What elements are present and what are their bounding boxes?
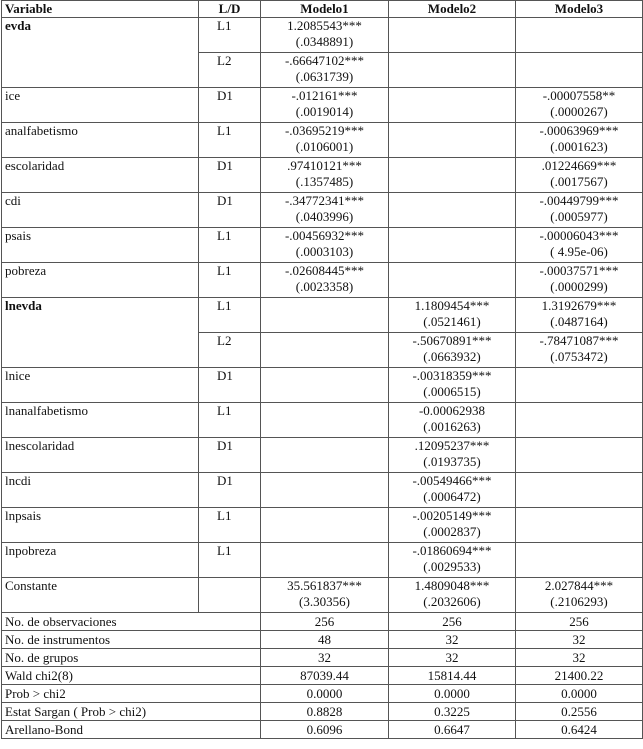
std-error: ( 4.95e-06) — [550, 244, 608, 259]
modelo3-cell — [516, 193, 643, 228]
coefficient: 1.2085543*** — [287, 18, 362, 33]
std-error: (.0403996) — [295, 209, 354, 224]
variable-name: evda — [2, 18, 199, 88]
stat-label: No. de grupos — [2, 649, 261, 667]
std-error: (.0753472) — [550, 349, 608, 364]
std-error: (.0003103) — [295, 244, 354, 259]
table-row — [2, 18, 643, 53]
coefficient: 1.3192679*** — [541, 298, 617, 313]
modelo2-cell — [389, 403, 516, 438]
lag-label: L1 — [199, 508, 261, 543]
modelo1-cell — [261, 53, 389, 88]
std-error: (.0663932) — [423, 349, 481, 364]
header-modelo2: Modelo2 — [389, 1, 516, 18]
lag-label: L1 — [199, 403, 261, 438]
stat-label: Prob > chi2 — [2, 685, 261, 703]
coefficient: -.34772341*** — [284, 193, 365, 208]
stat-label: Arellano-Bond — [2, 721, 261, 739]
table-row — [2, 193, 643, 228]
std-error: (.2106293) — [550, 594, 608, 609]
modelo1-stat: 0.6096 — [261, 721, 389, 739]
modelo2-cell — [389, 333, 516, 368]
lag-label: L1 — [199, 263, 261, 298]
modelo1-stat: 87039.44 — [261, 667, 389, 685]
std-error: (.0487164) — [550, 314, 608, 329]
coefficient: .97410121*** — [287, 158, 362, 173]
coefficient: -.02608445*** — [284, 263, 365, 278]
stats-row — [2, 703, 643, 721]
table-row — [2, 543, 643, 578]
modelo2-cell — [389, 158, 516, 193]
variable-name: psais — [2, 228, 199, 263]
modelo1-cell — [261, 543, 389, 578]
modelo1-cell — [261, 193, 389, 228]
coefficient: -.00318359*** — [412, 368, 492, 383]
header-variable: Variable — [2, 1, 199, 18]
modelo2-stat: 0.0000 — [389, 685, 516, 703]
modelo2-cell — [389, 123, 516, 158]
lag-label: D1 — [199, 473, 261, 508]
modelo1-cell — [261, 403, 389, 438]
variable-name: ice — [2, 88, 199, 123]
coefficient: -.00006043*** — [539, 228, 619, 243]
std-error: (.0005977) — [550, 209, 608, 224]
lag-label — [199, 578, 261, 613]
modelo1-cell — [261, 333, 389, 368]
modelo2-stat: 256 — [389, 613, 516, 631]
modelo1-stat: 32 — [261, 649, 389, 667]
variable-name: lnescolaridad — [2, 438, 199, 473]
variable-name: lnice — [2, 368, 199, 403]
modelo1-cell — [261, 158, 389, 193]
modelo1-cell — [261, 123, 389, 158]
coefficient: .12095237*** — [414, 438, 490, 453]
modelo2-cell — [389, 298, 516, 333]
stats-row — [2, 649, 643, 667]
modelo3-stat: 32 — [516, 631, 643, 649]
std-error: (.0017567) — [550, 174, 608, 189]
modelo1-cell — [261, 578, 389, 613]
modelo3-cell — [516, 403, 643, 438]
table-row — [2, 473, 643, 508]
modelo2-cell — [389, 53, 516, 88]
modelo3-cell — [516, 298, 643, 333]
stat-label: Estat Sargan ( Prob > chi2) — [2, 703, 261, 721]
coefficient: .01224669*** — [541, 158, 617, 173]
stat-label: Wald chi2(8) — [2, 667, 261, 685]
stats-row — [2, 721, 643, 739]
variable-name: escolaridad — [2, 158, 199, 193]
modelo3-stat: 32 — [516, 649, 643, 667]
modelo3-cell — [516, 438, 643, 473]
modelo1-cell — [261, 438, 389, 473]
modelo3-stat: 256 — [516, 613, 643, 631]
lag-label: L1 — [199, 18, 261, 53]
stats-row — [2, 631, 643, 649]
table-row — [2, 88, 643, 123]
coefficient: -.00007558** — [542, 88, 616, 103]
coefficient: 35.561837*** — [287, 578, 362, 593]
modelo2-stat: 32 — [389, 631, 516, 649]
table-row — [2, 158, 643, 193]
modelo1-cell — [261, 508, 389, 543]
modelo2-cell — [389, 438, 516, 473]
variable-name: lncdi — [2, 473, 199, 508]
modelo2-cell — [389, 18, 516, 53]
modelo1-cell — [261, 88, 389, 123]
modelo1-stat: 0.8828 — [261, 703, 389, 721]
coefficient: 1.1809454*** — [414, 298, 490, 313]
variable-name: Constante — [2, 578, 199, 613]
modelo2-cell — [389, 193, 516, 228]
lag-label: L1 — [199, 228, 261, 263]
modelo2-cell — [389, 263, 516, 298]
table-row — [2, 263, 643, 298]
modelo3-cell — [516, 18, 643, 53]
std-error: (.0001623) — [550, 139, 608, 154]
lag-label: D1 — [199, 158, 261, 193]
lag-label: D1 — [199, 193, 261, 228]
modelo3-cell — [516, 543, 643, 578]
coefficient: 1.4809048*** — [414, 578, 490, 593]
coefficient: 2.027844*** — [544, 578, 614, 593]
std-error: (.0006472) — [423, 489, 481, 504]
header-ld: L/D — [199, 1, 261, 18]
modelo3-stat: 0.6424 — [516, 721, 643, 739]
coefficient: -.00063969*** — [539, 123, 619, 138]
modelo2-stat: 0.3225 — [389, 703, 516, 721]
stats-row — [2, 685, 643, 703]
std-error: (.0019014) — [295, 104, 354, 119]
variable-name: cdi — [2, 193, 199, 228]
table-row — [2, 368, 643, 403]
coefficient: -.00205149*** — [412, 508, 492, 523]
modelo3-cell — [516, 228, 643, 263]
coefficient: -0.00062938 — [418, 403, 486, 418]
variable-name: lnpobreza — [2, 543, 199, 578]
lag-label: D1 — [199, 438, 261, 473]
variable-name: pobreza — [2, 263, 199, 298]
modelo3-cell — [516, 123, 643, 158]
std-error: (.0521461) — [423, 314, 481, 329]
modelo1-cell — [261, 263, 389, 298]
stats-row — [2, 667, 643, 685]
modelo1-stat: 48 — [261, 631, 389, 649]
std-error: (.0631739) — [295, 69, 354, 84]
std-error: (.1357485) — [295, 174, 354, 189]
variable-name: lnpsais — [2, 508, 199, 543]
modelo3-cell — [516, 88, 643, 123]
coefficient: -.01860694*** — [412, 543, 492, 558]
std-error: (.2032606) — [423, 594, 481, 609]
lag-label: D1 — [199, 368, 261, 403]
stats-row — [2, 613, 643, 631]
coefficient: -.50670891*** — [412, 333, 492, 348]
modelo2-cell — [389, 578, 516, 613]
modelo2-cell — [389, 508, 516, 543]
table-row — [2, 403, 643, 438]
modelo1-cell — [261, 228, 389, 263]
modelo2-cell — [389, 473, 516, 508]
coefficient: -.00037571*** — [539, 263, 619, 278]
modelo3-cell — [516, 473, 643, 508]
modelo1-cell — [261, 473, 389, 508]
stat-label: No. de observaciones — [2, 613, 261, 631]
modelo2-cell — [389, 88, 516, 123]
variable-name: lnanalfabetismo — [2, 403, 199, 438]
std-error: (.0348891) — [295, 34, 354, 49]
lag-label: D1 — [199, 88, 261, 123]
modelo1-cell — [261, 368, 389, 403]
modelo3-stat: 0.0000 — [516, 685, 643, 703]
modelo1-stat: 256 — [261, 613, 389, 631]
lag-label: L1 — [199, 298, 261, 333]
modelo2-stat: 32 — [389, 649, 516, 667]
std-error: (.0023358) — [295, 279, 354, 294]
std-error: (.0029533) — [423, 559, 481, 574]
std-error: (.0106001) — [295, 139, 354, 154]
modelo2-cell — [389, 228, 516, 263]
variable-name: lnevda — [2, 298, 199, 368]
modelo2-stat: 0.6647 — [389, 721, 516, 739]
modelo3-stat: 0.2556 — [516, 703, 643, 721]
std-error: (.0193735) — [423, 454, 481, 469]
header-row — [2, 1, 643, 18]
modelo3-cell — [516, 158, 643, 193]
header-modelo3: Modelo3 — [516, 1, 643, 18]
std-error: (3.30356) — [299, 594, 350, 609]
coefficient: -.03695219*** — [284, 123, 365, 138]
modelo3-cell — [516, 368, 643, 403]
std-error: (.0006515) — [423, 384, 481, 399]
table-row — [2, 578, 643, 613]
regression-table — [1, 0, 643, 739]
coefficient: -.00456932*** — [284, 228, 365, 243]
lag-label: L1 — [199, 123, 261, 158]
modelo3-cell — [516, 578, 643, 613]
coefficient: -.00549466*** — [412, 473, 492, 488]
stat-label: No. de instrumentos — [2, 631, 261, 649]
modelo1-cell — [261, 298, 389, 333]
modelo3-cell — [516, 333, 643, 368]
coefficient: -.66647102*** — [284, 53, 365, 68]
std-error: (.0000299) — [550, 279, 608, 294]
lag-label: L2 — [199, 333, 261, 368]
header-modelo1: Modelo1 — [261, 1, 389, 18]
coefficient: -.78471087*** — [539, 333, 619, 348]
modelo1-cell — [261, 18, 389, 53]
modelo2-stat: 15814.44 — [389, 667, 516, 685]
modelo3-cell — [516, 53, 643, 88]
table-row — [2, 123, 643, 158]
variable-name: analfabetismo — [2, 123, 199, 158]
modelo3-cell — [516, 263, 643, 298]
std-error: (.0000267) — [550, 104, 608, 119]
lag-label: L2 — [199, 53, 261, 88]
modelo2-cell — [389, 543, 516, 578]
lag-label: L1 — [199, 543, 261, 578]
table-row — [2, 438, 643, 473]
table-row — [2, 228, 643, 263]
modelo1-stat: 0.0000 — [261, 685, 389, 703]
coefficient: -.012161*** — [291, 88, 358, 103]
std-error: (.0002837) — [423, 524, 481, 539]
coefficient: -.00449799*** — [539, 193, 619, 208]
table-row — [2, 508, 643, 543]
modelo3-stat: 21400.22 — [516, 667, 643, 685]
modelo3-cell — [516, 508, 643, 543]
modelo2-cell — [389, 368, 516, 403]
std-error: (.0016263) — [423, 419, 481, 434]
table-row — [2, 298, 643, 333]
